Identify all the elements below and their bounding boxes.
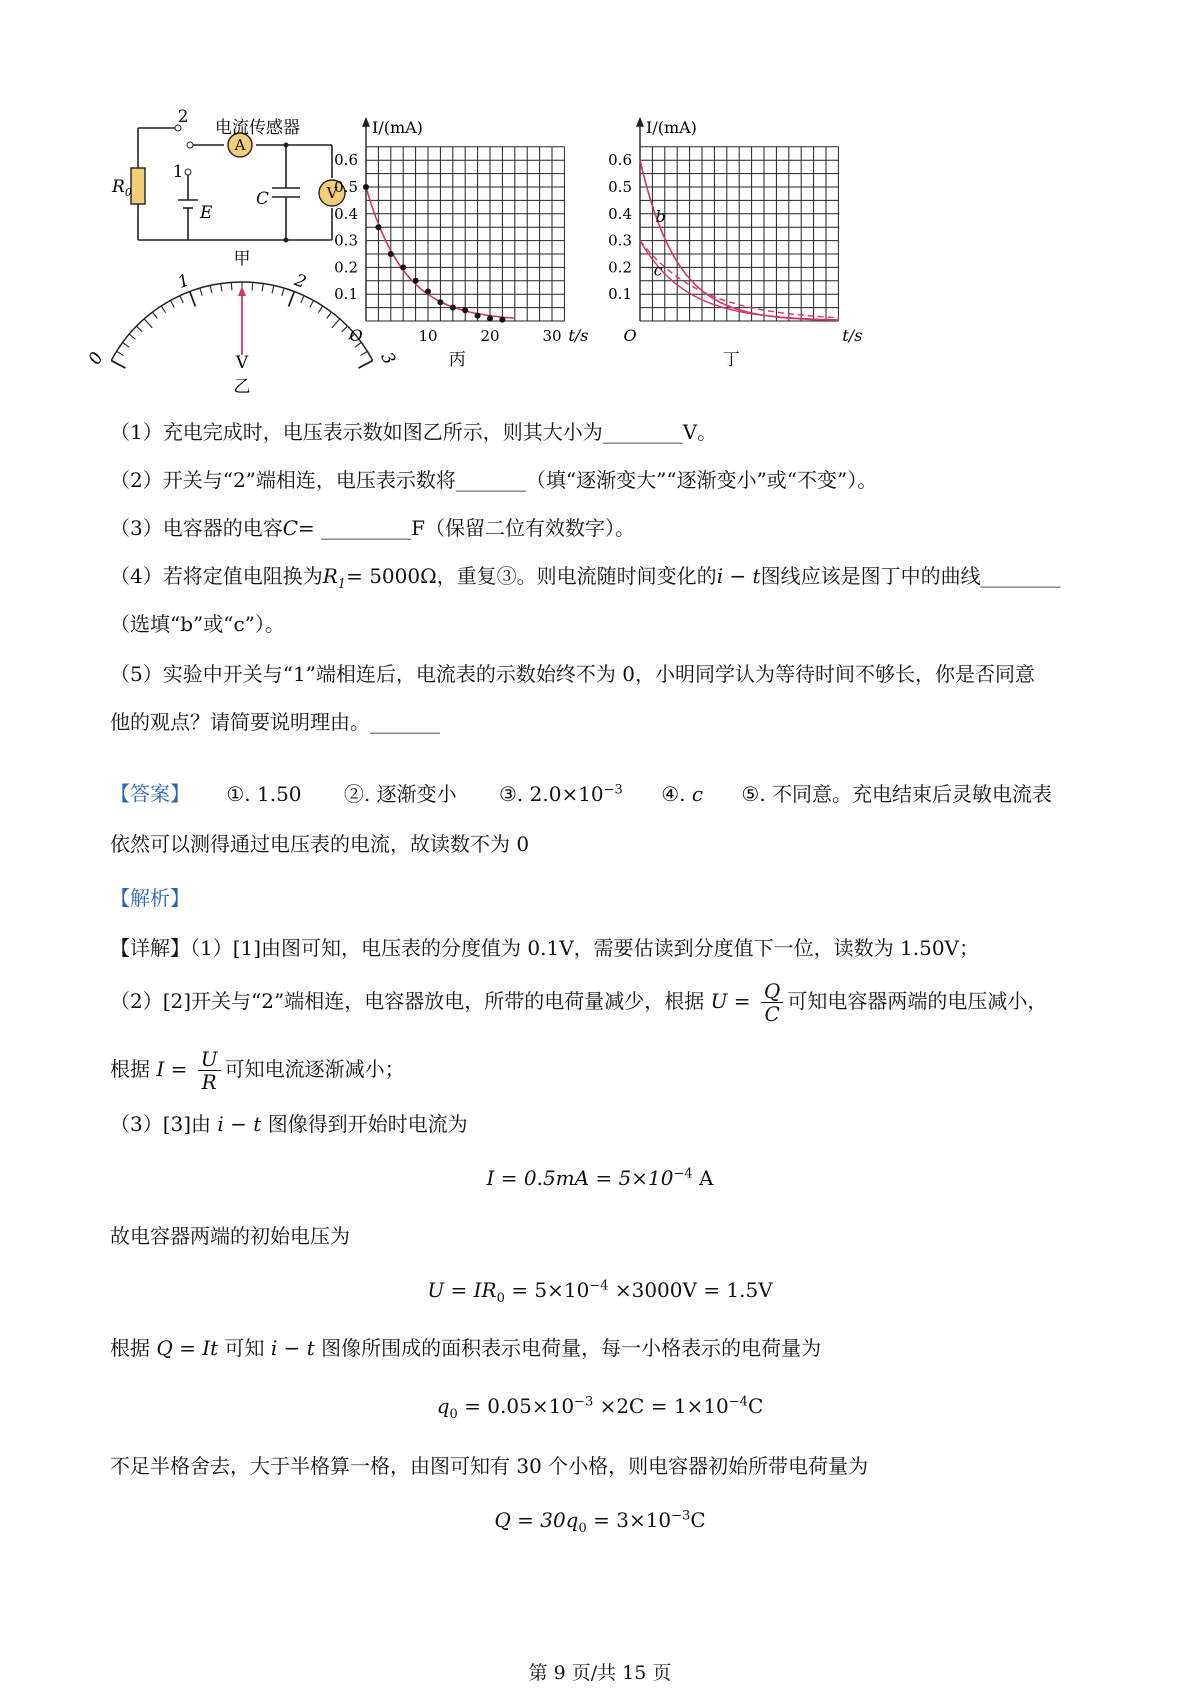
battery-label: E <box>200 203 213 223</box>
dial-tick <box>342 326 348 332</box>
dial-tick <box>161 306 165 313</box>
dial-tick <box>252 282 253 290</box>
curve-b-label: b <box>655 206 666 226</box>
dial-tick <box>111 361 125 369</box>
meter-pointer-head <box>238 286 246 296</box>
meter-unit: V <box>235 353 249 373</box>
data-point <box>425 289 431 295</box>
y-tick-label: 0.6 <box>608 151 632 170</box>
answer-3: ③. $2.0\times 10^{-3}$ <box>498 781 623 806</box>
junction-dot <box>284 238 289 243</box>
dial-tick <box>129 334 135 339</box>
y-axis-label: I/(mA) <box>646 117 697 137</box>
data-point <box>475 313 481 319</box>
dial-tick <box>332 319 340 328</box>
y-tick-label: 0.5 <box>334 178 358 196</box>
voltmeter-label: V <box>326 184 338 202</box>
y-tick-label: 0.1 <box>608 285 632 304</box>
answer-5: ⑤. 不同意。充电结束后灵敏电流表 <box>741 781 1053 806</box>
analysis-1: 【详解】（1）[1]由图可知，电压表的分度值为 0.1V，需要估读到分度值下一位，读数为 1.50V； <box>110 936 979 960</box>
analysis-3: （3）[3]由 i − t 图像得到开始时电流为 <box>110 1112 468 1136</box>
y-tick-label: 0.6 <box>334 151 358 170</box>
answer-label: 【答案】 <box>110 781 190 806</box>
data-point <box>400 264 406 270</box>
data-point <box>363 184 369 190</box>
dial-tick <box>361 351 368 355</box>
fraction-q-c: $\frac{Q}{C}$ <box>761 980 783 1025</box>
data-point <box>375 224 381 230</box>
equation-total-charge: $Q = 30q_0 = 3\times 10^{-3}C$ <box>494 1508 706 1536</box>
dial-tick <box>144 319 152 328</box>
equation-current: $I = 0.5mA = 5\times 10^{-4}$ A <box>486 1166 714 1190</box>
dial-scale-label: 2 <box>291 270 309 293</box>
y-tick-label: 0.5 <box>608 178 632 196</box>
x-axis-label: t/s <box>568 326 589 345</box>
question-4-symbol: $R_1$ <box>322 564 347 592</box>
analysis-label: 【解析】 <box>110 886 190 910</box>
ammeter-label: A <box>234 136 246 154</box>
capacitor-label: C <box>256 189 270 209</box>
dial-tick <box>231 282 232 290</box>
question-4-mid: = 5000Ω，重复③。则电流随时间变化的 <box>346 564 717 588</box>
caption-jia: 甲 <box>233 249 251 269</box>
question-3-rest: = _________F（保留二位有效数字）。 <box>298 516 636 540</box>
analysis-count: 不足半格舍去，大于半格算一格，由图可知有 30 个小格，则电容器初始所带电荷量为 <box>110 1454 869 1478</box>
dial-tick <box>123 342 129 347</box>
dial-tick <box>153 312 158 318</box>
dial-tick <box>190 292 196 307</box>
resistor-label: $R_0$ <box>112 177 132 199</box>
question-5-cont: 他的观点？请简要说明理由。_______ <box>110 710 440 734</box>
y-axis-arrow <box>362 117 370 127</box>
y-tick-label: 0.3 <box>608 231 632 250</box>
data-point <box>499 317 505 323</box>
caption-yi: 乙 <box>233 377 251 397</box>
dial-tick <box>282 288 284 296</box>
dial-scale-label: 0 <box>84 349 108 369</box>
dial-tick <box>200 288 202 296</box>
curve-c-label: c <box>653 260 663 280</box>
question-1: （1）充电完成时，电压表示数如图乙所示，则其大小为________V。 <box>110 420 718 444</box>
analysis-charge: 根据 Q = It 可知 i − t 图像所围成的面积表示电荷量，每一小格表示的电荷量为 <box>110 1336 822 1360</box>
data-point <box>450 305 456 311</box>
dial-tick <box>221 284 222 292</box>
dial-tick <box>318 306 322 313</box>
dial-tick <box>170 300 174 307</box>
dial-tick <box>272 285 274 293</box>
dial-tick <box>180 296 183 303</box>
dial-tick <box>262 284 263 292</box>
dial-tick <box>136 326 142 332</box>
question-4 <box>110 562 1061 599</box>
question-3-symbol: C <box>282 516 299 540</box>
page-footer: 第 9 页/共 15 页 <box>528 1662 672 1684</box>
equation-voltage: $U = IR_0 = 5\times 10^{-4} \times 3000V = 1.5V$ <box>427 1278 773 1306</box>
question-4-text: （4）若将定值电阻换为 <box>110 564 323 588</box>
y-axis-label: I/(mA) <box>372 117 423 137</box>
analysis-2: （2）[2]开关与“2”端相连，电容器放电，所带的电荷量减少，根据 U = $\frac{Q}{C}$ 可知电容器两端的电压减小， <box>110 979 1048 1026</box>
dial-scale-label: 1 <box>175 270 193 293</box>
question-5: （5）实验中开关与“1”端相连后，电流表的示数始终不为 0，小明同学认为等待时间不够长，你是否同意 <box>110 662 1035 686</box>
data-point <box>437 299 443 305</box>
x-tick-label: 10 <box>418 327 438 345</box>
data-point <box>487 315 493 321</box>
y-tick-label: 0.2 <box>334 258 358 277</box>
analysis-2-cont: 根据 I = $\frac{U}{R}$ 可知电流逐渐减小； <box>110 1047 405 1094</box>
y-tick-label: 0.2 <box>608 258 632 277</box>
terminal-1-label: 1 <box>172 162 184 182</box>
question-3 <box>110 514 635 542</box>
answer-5-cont: 依然可以测得通过电压表的电流，故读数不为 0 <box>110 832 530 856</box>
dial-tick <box>289 292 295 307</box>
dial-tick <box>117 351 124 355</box>
switch-pivot <box>187 142 193 148</box>
data-point <box>413 278 419 284</box>
origin-label: O <box>623 326 637 345</box>
terminal-2-label: 2 <box>177 107 189 127</box>
analysis-initial-voltage: 故电容器两端的初始电压为 <box>110 1224 350 1248</box>
data-point <box>462 307 468 313</box>
answer-4: ④. c <box>661 781 704 806</box>
dial-scale-label: 3 <box>376 349 400 369</box>
question-4-options: （选填“b”或“c”）。 <box>110 612 285 636</box>
question-3-text: （3）电容器的电容 <box>110 516 283 540</box>
y-tick-label: 0.4 <box>334 204 358 223</box>
dial-tick <box>327 312 332 318</box>
dial-tick <box>310 300 314 307</box>
x-tick-label: 20 <box>480 327 500 345</box>
dial-tick <box>210 285 212 293</box>
equation-unit-charge: $q_0 = 0.05\times 10^{-3} \times 2C = 1\times 10^{-4}C$ <box>436 1394 764 1422</box>
y-tick-label: 0.3 <box>334 231 358 250</box>
data-point <box>388 251 394 257</box>
x-tick-label: 30 <box>542 327 562 345</box>
junction-dot <box>284 143 289 148</box>
answer-1: ①. 1.50 <box>226 781 302 806</box>
question-4-rest: 图线应该是图丁中的曲线________ <box>760 564 1061 588</box>
y-axis-arrow <box>636 117 644 127</box>
figure-area <box>0 90 1200 410</box>
answer-line <box>110 776 1052 808</box>
graph-caption: 丙 <box>448 350 466 370</box>
y-tick-label: 0.4 <box>608 204 632 223</box>
switch-terminal-1 <box>185 169 191 175</box>
resistor-symbol <box>131 168 145 204</box>
fraction-u-r: $\frac{U}{R}$ <box>198 1048 221 1093</box>
graph-caption: 丁 <box>722 350 740 370</box>
question-2: （2）开关与“2”端相连，电压表示数将_______（填“逐渐变大”“逐渐变小”或“不变”）。 <box>110 468 878 492</box>
graph-ding <box>608 117 862 370</box>
answer-2: ②. 逐渐变小 <box>343 781 457 806</box>
dial-tick <box>359 361 373 369</box>
question-4-it: i − t <box>716 564 761 588</box>
y-tick-label: 0.1 <box>334 285 358 304</box>
x-axis-label: t/s <box>842 326 863 345</box>
origin-label: O <box>349 326 363 345</box>
sensor-label: 电流传感器 <box>215 118 300 138</box>
dial-tick <box>301 296 304 303</box>
graph-bing <box>334 117 588 370</box>
